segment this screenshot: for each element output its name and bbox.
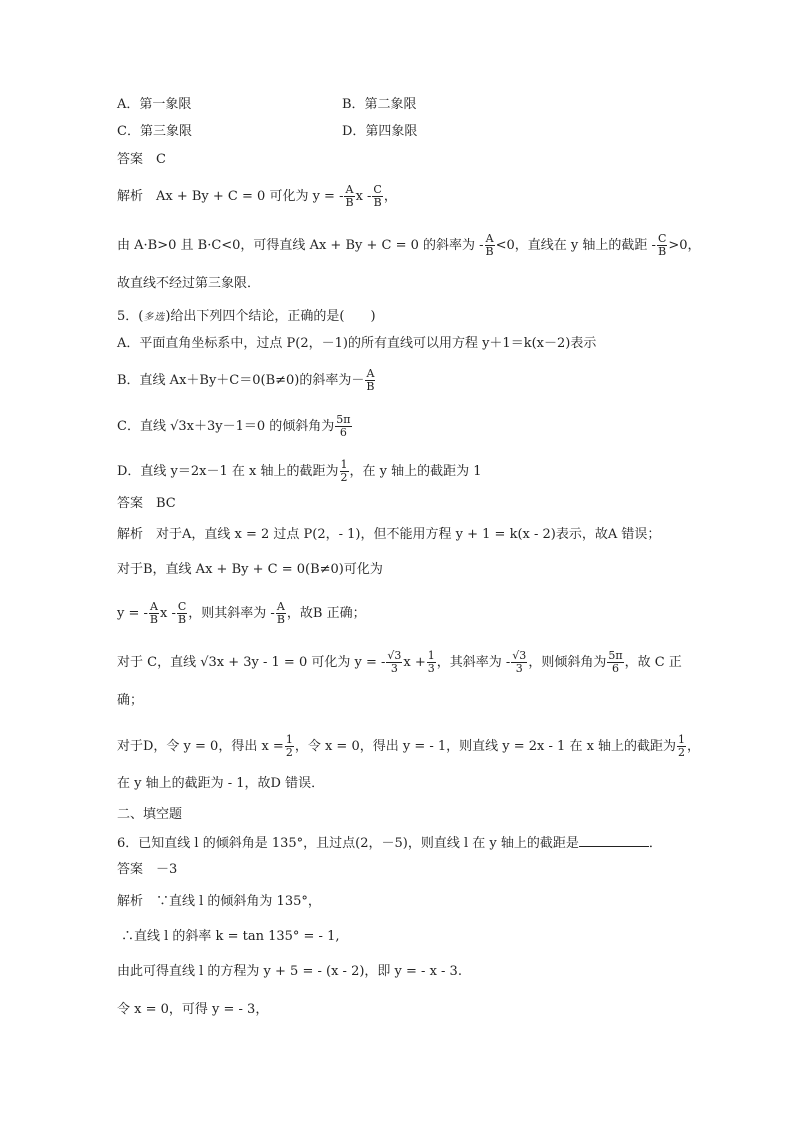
text: ，故B 正确；	[286, 606, 366, 621]
text: ，则其斜率为 -	[188, 606, 275, 621]
denominator: 2	[678, 746, 686, 759]
q4-analysis-line2	[117, 233, 701, 258]
numerator: 5π	[336, 413, 351, 426]
numerator: 1	[678, 733, 686, 746]
denominator: 3	[515, 662, 523, 675]
denominator: B	[178, 613, 187, 626]
denominator: B	[658, 245, 667, 258]
fraction	[344, 184, 354, 209]
fraction	[335, 414, 351, 439]
fraction	[177, 601, 187, 626]
denominator: B	[276, 613, 285, 626]
text: y = -	[117, 606, 148, 621]
numerator: C	[177, 600, 187, 613]
text: ，令 x = 0，得出 y = - 1，则直线 y = 2x - 1 在 x 轴上的截距为	[294, 739, 677, 754]
q6-analysis-2: ∴直线 l 的斜率 k = tan 135° = - 1,	[121, 929, 340, 944]
q5-analysis-b2	[117, 601, 366, 626]
q6-analysis-4: 令 x = 0，可得 y = - 3，	[117, 1002, 269, 1017]
text: )给出下列四个结论，正确的是( )	[165, 309, 376, 324]
numerator: 5π	[608, 649, 623, 662]
numerator: √3	[512, 649, 527, 662]
text: 对于D，令 y = 0，得出 x =	[117, 739, 284, 754]
numerator: 1	[285, 733, 293, 746]
q6-answer: 答案 －3	[117, 862, 178, 877]
text: x +	[403, 655, 426, 670]
text: 6．已知直线 l 的倾斜角是 135°，且过点(2，－5)，则直线 l 在 y 轴上的截距是	[117, 836, 579, 851]
text: ，其斜率为 -	[436, 655, 511, 670]
numerator: A	[485, 232, 494, 245]
text: x -	[160, 606, 176, 621]
option-a: A．第一象限	[117, 97, 192, 112]
fraction	[365, 368, 375, 393]
text: ．	[648, 836, 662, 851]
numerator: A	[149, 600, 158, 613]
text: >0，	[668, 238, 701, 253]
fraction	[372, 184, 382, 209]
fraction	[677, 734, 686, 759]
text: 对于 C，直线 √3x + 3y - 1 = 0 可化为 y = -	[117, 655, 386, 670]
q5-analysis-d	[117, 734, 700, 759]
text: <0，直线在 y 轴上的截距 -	[495, 238, 656, 253]
text: ，则倾斜角为	[528, 655, 607, 670]
q6-stem	[117, 834, 662, 852]
text: ，	[687, 739, 701, 754]
denominator: 2	[340, 471, 348, 484]
text: 由 A·B>0 且 B·C<0，可得直线 Ax + By + C = 0 的斜率为 -	[117, 238, 484, 253]
text: C．直线 √3x＋3y－1＝0 的倾斜角为	[117, 419, 335, 434]
q5-analysis-b: 对于B，直线 Ax + By + C = 0(B≠0)可化为	[117, 562, 383, 577]
text: ，	[383, 189, 397, 204]
q5-analysis-d2: 在 y 轴上的截距为 - 1，故D 错误．	[117, 776, 325, 791]
numerator: A	[345, 183, 354, 196]
option-d: D．第四象限	[342, 124, 418, 139]
q5-analysis-a: 解析 对于A，直线 x = 2 过点 P(2，- 1)，但不能用方程 y + 1 = k(x - 2)表示，故A 错误；	[117, 527, 661, 542]
fraction	[485, 233, 495, 258]
denominator: 3	[427, 662, 435, 675]
text: B．直线 Ax＋By＋C＝0(B≠0)的斜率为－	[117, 373, 365, 388]
fraction	[657, 233, 667, 258]
q5-analysis-c	[117, 650, 682, 675]
denominator: 6	[339, 426, 347, 439]
fraction	[276, 601, 286, 626]
fraction	[149, 601, 159, 626]
numerator: A	[366, 367, 375, 380]
option-b: B．第二象限	[342, 97, 417, 112]
denominator: B	[373, 196, 382, 209]
denominator: 6	[611, 662, 619, 675]
q6-analysis-1: 解析 ∵直线 l 的倾斜角为 135°，	[117, 894, 321, 909]
numerator: 1	[340, 458, 348, 471]
q5-option-a: A．平面直角坐标系中，过点 P(2，－1)的所有直线可以用方程 y＋1＝k(x－2)表示	[117, 336, 597, 351]
denominator: B	[366, 380, 375, 393]
text: 5．(	[117, 309, 144, 324]
fraction	[285, 734, 294, 759]
q5-analysis-c2: 确；	[117, 693, 144, 708]
text: ，故 C 正	[624, 655, 682, 670]
denominator: 2	[285, 746, 293, 759]
q6-analysis-3: 由此可得直线 l 的方程为 y + 5 = - (x - 2)，即 y = - x - 3.	[117, 964, 462, 979]
q5-option-b	[117, 368, 376, 393]
text: 解析 Ax + By + C = 0 可化为 y = -	[117, 189, 344, 204]
text: x -	[355, 189, 372, 204]
text: ，在 y 轴上的截距为 1	[349, 464, 482, 479]
denominator: B	[149, 613, 158, 626]
numerator: A	[276, 600, 285, 613]
fraction	[427, 650, 436, 675]
denominator: 3	[390, 662, 398, 675]
q5-option-c	[117, 414, 353, 439]
q4-analysis-line1	[117, 184, 397, 209]
q4-analysis-line3: 故直线不经过第三象限．	[117, 276, 261, 291]
denominator: B	[345, 196, 354, 209]
fraction	[607, 650, 623, 675]
numerator: C	[373, 183, 382, 196]
numerator: C	[657, 232, 667, 245]
fraction	[340, 459, 349, 484]
fraction	[511, 650, 527, 675]
text: D．直线 y＝2x－1 在 x 轴上的截距为	[117, 464, 339, 479]
q4-answer: 答案 C	[117, 152, 166, 167]
q5-option-d	[117, 459, 482, 484]
denominator: B	[485, 245, 494, 258]
section-heading: 二、填空题	[117, 807, 183, 822]
multi-choice-tag: 多选	[143, 312, 166, 323]
fraction	[386, 650, 402, 675]
answer-blank	[579, 834, 649, 847]
option-c: C．第三象限	[117, 124, 192, 139]
q5-answer: 答案 BC	[117, 496, 176, 511]
q5-stem	[117, 309, 376, 326]
numerator: 1	[427, 649, 435, 662]
numerator: √3	[387, 649, 402, 662]
